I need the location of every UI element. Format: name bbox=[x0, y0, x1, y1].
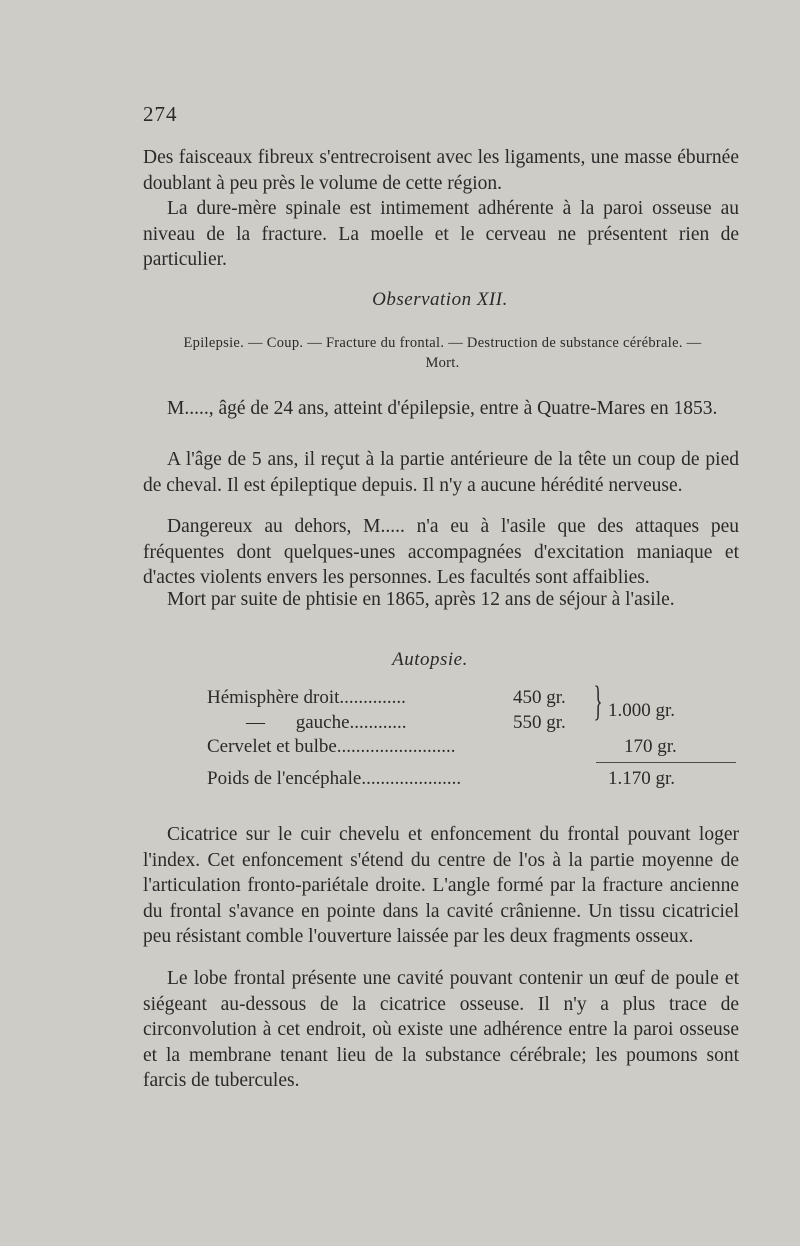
autopsie-title: Autopsie. bbox=[392, 649, 468, 670]
conclusion-paragraph-2: Le lobe frontal présente une cavité pouvant contenir un œuf de poule et siégeant au-dessous de la cicatrice osseuse. Il n'y a plus trace de circonvolution à cet endroit, où existe une adhérence entre la paroi osseuse et la membrane tenant lieu de la substance cérébrale; les poumons sont farcis de tubercules. bbox=[143, 968, 739, 1091]
curly-brace-icon: } bbox=[593, 679, 603, 725]
observation-subtitle: Epilepsie. — Coup. — Fracture du frontal. — Destruction de substance cérébrale. — Mort. bbox=[183, 335, 702, 371]
autopsie-value-total: 1.170 gr. bbox=[608, 768, 676, 789]
intro-paragraph-2: La dure-mère spinale est intimement adhérente à la paroi osseuse au niveau de la fracture. La moelle et le cerveau ne présentent rien de particulier. bbox=[143, 198, 739, 270]
observation-paragraph-1: M....., âgé de 24 ans, atteint d'épilepsie, entre à Quatre-Mares en 1853. bbox=[167, 398, 718, 419]
autopsie-value-left-hemisphere: 550 gr. bbox=[513, 712, 566, 733]
conclusion-paragraph-1: Cicatrice sur le cuir chevelu et enfoncement du frontal pouvant loger l'index. Cet enfoncement s'étend du centre de l'os à la partie moyenne de l'articulation fronto-pariétale droite. L'angle formé par la fracture ancienne du frontal s'avance en pointe dans la cavité crânienne. Un tissu cicatriciel peu résistant comble l'ouverture laissée par les deux fragments osseux. bbox=[143, 824, 739, 947]
autopsie-row-cervelet: Cervelet et bulbe......................... bbox=[207, 736, 456, 757]
autopsie-value-cervelet: 170 gr. bbox=[624, 736, 677, 757]
observation-title: Observation XII. bbox=[372, 289, 508, 310]
sum-rule-divider bbox=[596, 762, 736, 763]
autopsie-value-right-hemisphere: 450 gr. bbox=[513, 687, 566, 708]
page-number: 274 bbox=[143, 102, 178, 126]
observation-paragraph-2: A l'âge de 5 ans, il reçut à la partie antérieure de la tête un coup de pied de cheval. Il est épileptique depuis. Il n'y a aucune hérédité nerveuse. bbox=[143, 449, 739, 496]
hemispheres-total: 1.000 gr. bbox=[608, 700, 676, 721]
observation-paragraph-3: Dangereux au dehors, M..... n'a eu à l'asile que des attaques peu fréquentes dont quelques-unes accompagnées d'excitation maniaque et d'actes violents envers les personnes. Les facultés sont affaiblies. bbox=[143, 516, 739, 588]
observation-paragraph-4: Mort par suite de phtisie en 1865, après 12 ans de séjour à l'asile. bbox=[167, 589, 675, 610]
autopsie-row-total: Poids de l'encéphale..................... bbox=[207, 768, 462, 789]
intro-paragraph-1: Des faisceaux fibreux s'entrecroisent avec les ligaments, une masse éburnée doublant à peu près le volume de cette région. bbox=[143, 147, 739, 194]
autopsie-row-left-hemisphere: — gauche............ bbox=[246, 712, 407, 733]
autopsie-row-right-hemisphere: Hémisphère droit.............. bbox=[207, 687, 406, 708]
